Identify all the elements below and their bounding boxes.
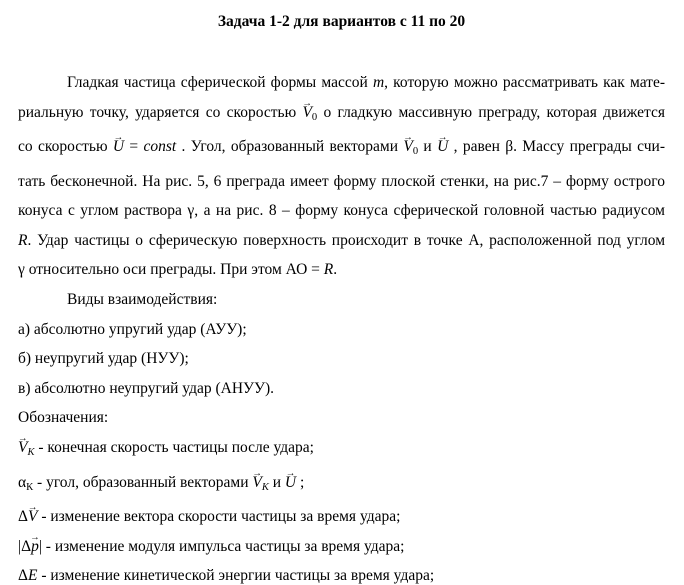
text-line [18, 561, 665, 585]
text-run: U → [437, 139, 448, 155]
text-run: 0 [311, 111, 318, 123]
text-run: конуса с углом раствора γ, а на рис. 8 – форму конуса сферической головной частью радиусом [18, 202, 665, 220]
text-run: о гладкую массивную преграду, которая движется [317, 103, 665, 121]
text-run: 0 [412, 146, 419, 158]
text-run: V → [18, 440, 27, 456]
text-run: и [418, 138, 438, 156]
text-run: Гладкая частица сферической формы массой [67, 74, 373, 91]
text-run: V → [28, 509, 37, 525]
text-run: U → [285, 475, 296, 491]
text-run: - конечная скорость частицы после удара; [34, 439, 314, 456]
text-run: . Удар частицы о сферическую поверхность происходит в точке А, расположенной под углом [27, 231, 665, 249]
text-run: К [26, 481, 34, 493]
text-line [18, 502, 665, 532]
text-line [18, 315, 665, 345]
text-run: и [268, 473, 285, 491]
text-run: риальную точку, ударяется со скоростью [18, 103, 303, 121]
text-line [18, 98, 665, 133]
text-run: | - изменение модуля импульса частицы за время удара; [38, 537, 405, 555]
text-run: а) абсолютно упругий удар (АУУ); [18, 320, 247, 338]
text-line [18, 374, 665, 404]
text-line [18, 285, 665, 315]
text-run: V → [252, 475, 261, 491]
text-line [18, 196, 665, 226]
text-run: - угол, образованный векторами [33, 473, 253, 491]
document-body [18, 68, 665, 585]
text-run: const [143, 138, 177, 156]
text-line [18, 167, 665, 197]
text-run: E [27, 567, 38, 585]
text-run: p → [31, 539, 39, 555]
text-run: m [372, 74, 385, 91]
text-line [18, 403, 665, 433]
text-line [18, 255, 665, 285]
text-line [18, 468, 665, 503]
text-run: , которую можно рассматривать как мате- [384, 74, 665, 91]
text-run: - изменение вектора скорости частицы за время удара; [37, 508, 401, 526]
text-line [18, 344, 665, 374]
text-run: ; [296, 473, 305, 491]
text-line [18, 433, 665, 468]
text-line [18, 532, 665, 562]
text-run: . [333, 261, 338, 279]
text-line [18, 68, 665, 98]
text-run: тать бесконечной. На рис. 5, 6 преграда имеет форму плоской стенки, на рис.7 – форму острого [18, 172, 665, 190]
text-run: . Угол, образованный векторами [176, 138, 404, 156]
document-title: Задача 1-2 для вариантов с 11 по 20 [217, 13, 466, 30]
text-run: U → [113, 139, 124, 155]
text-run: α [18, 473, 27, 491]
text-run: - изменение кинетической энергии частицы за время удара; [37, 567, 435, 585]
text-run: Δ [18, 567, 28, 585]
text-run: К [261, 481, 269, 493]
text-run: со скоростью [18, 138, 113, 156]
text-line [18, 132, 665, 167]
text-run: Обозначения: [18, 409, 109, 427]
text-run: в) абсолютно неупругий удар (АНУУ). [18, 379, 274, 397]
text-run: , равен β. Массу преграды счи- [448, 138, 665, 156]
text-run: V → [302, 105, 311, 121]
text-run: = [124, 138, 144, 156]
text-run: Δ [18, 508, 28, 526]
text-run: R [18, 231, 28, 249]
text-line [18, 226, 665, 256]
text-run: Виды взаимодействия: [67, 291, 218, 309]
text-run: |Δ [18, 537, 32, 555]
text-run: R [323, 261, 334, 279]
text-run: V → [403, 139, 412, 155]
text-run: γ относительно оси преграды. При этом АО = [18, 261, 324, 279]
text-run: К [27, 446, 35, 458]
text-run: б) неупругий удар (НУУ); [18, 350, 189, 368]
